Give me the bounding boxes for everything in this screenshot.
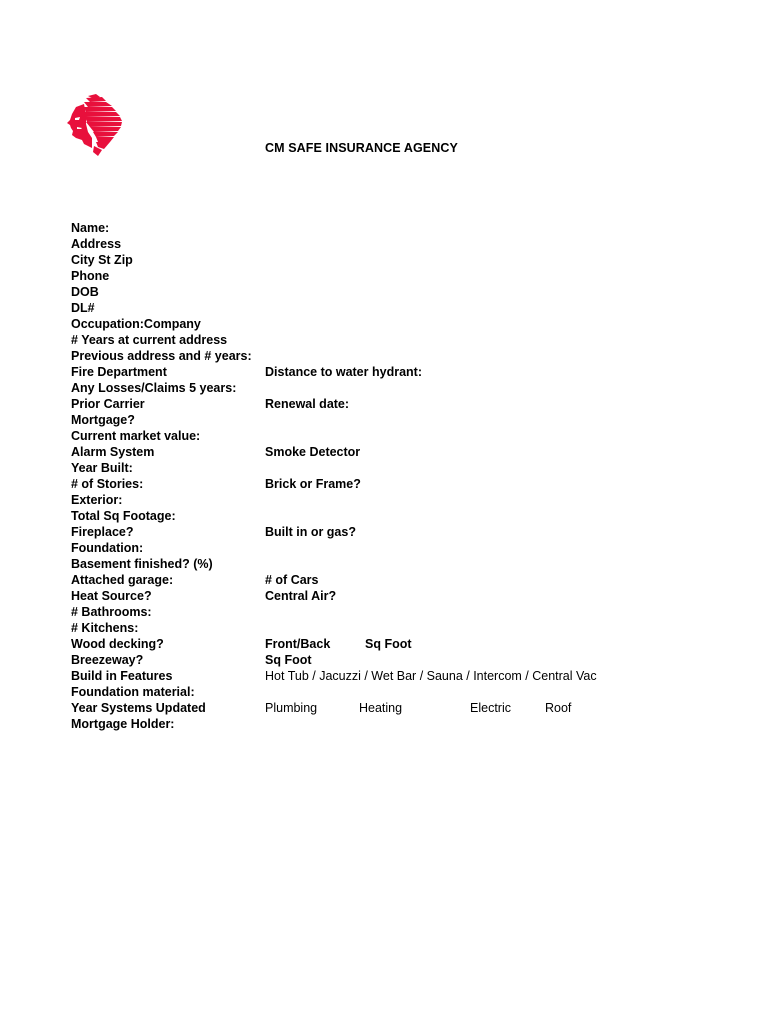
label-address: Address bbox=[71, 237, 122, 251]
label-occupation: Occupation:Company bbox=[71, 317, 201, 331]
label-city-st-zip: City St Zip bbox=[71, 253, 133, 267]
label-heat-source: Heat Source? bbox=[71, 589, 152, 603]
label-kitchens: # Kitchens: bbox=[71, 621, 139, 635]
agency-title: CM SAFE INSURANCE AGENCY bbox=[265, 141, 458, 155]
label-losses-claims: Any Losses/Claims 5 years: bbox=[71, 381, 237, 395]
label-system-heating: Heating bbox=[359, 701, 403, 715]
label-foundation: Foundation: bbox=[71, 541, 144, 555]
label-smoke-detector: Smoke Detector bbox=[265, 445, 361, 459]
label-market-value: Current market value: bbox=[71, 429, 201, 443]
label-alarm-system: Alarm System bbox=[71, 445, 155, 459]
label-stories: # of Stories: bbox=[71, 477, 144, 491]
label-fire-department: Fire Department bbox=[71, 365, 167, 379]
label-bathrooms: # Bathrooms: bbox=[71, 605, 152, 619]
label-build-in-features: Build in Features bbox=[71, 669, 173, 683]
label-exterior: Exterior: bbox=[71, 493, 123, 507]
label-basement: Basement finished? (%) bbox=[71, 557, 213, 571]
label-prior-carrier: Prior Carrier bbox=[71, 397, 145, 411]
label-wood-decking: Wood decking? bbox=[71, 637, 164, 651]
label-garage: Attached garage: bbox=[71, 573, 174, 587]
label-features-list: Hot Tub / Jacuzzi / Wet Bar / Sauna / Intercom / Central Vac bbox=[265, 669, 597, 683]
label-system-plumbing: Plumbing bbox=[265, 701, 318, 715]
label-mortgage: Mortgage? bbox=[71, 413, 135, 427]
label-sq-foot-decking: Sq Foot bbox=[365, 637, 412, 651]
agency-logo bbox=[66, 94, 122, 156]
label-years-current-address: # Years at current address bbox=[71, 333, 228, 347]
label-fireplace: Fireplace? bbox=[71, 525, 134, 539]
chief-headdress-icon bbox=[66, 94, 122, 156]
label-dl: DL# bbox=[71, 301, 95, 315]
label-name: Name: bbox=[71, 221, 110, 235]
label-built-in-or-gas: Built in or gas? bbox=[265, 525, 356, 539]
label-dob: DOB bbox=[71, 285, 99, 299]
label-sq-footage: Total Sq Footage: bbox=[71, 509, 176, 523]
label-year-systems-updated: Year Systems Updated bbox=[71, 701, 206, 715]
label-breezeway: Breezeway? bbox=[71, 653, 144, 667]
label-phone: Phone bbox=[71, 269, 110, 283]
label-num-cars: # of Cars bbox=[265, 573, 319, 587]
label-system-roof: Roof bbox=[545, 701, 572, 715]
label-foundation-material: Foundation material: bbox=[71, 685, 195, 699]
label-water-hydrant: Distance to water hydrant: bbox=[265, 365, 422, 379]
label-central-air: Central Air? bbox=[265, 589, 337, 603]
label-year-built: Year Built: bbox=[71, 461, 133, 475]
label-sq-foot-breezeway: Sq Foot bbox=[265, 653, 312, 667]
label-mortgage-holder: Mortgage Holder: bbox=[71, 717, 175, 731]
label-system-electric: Electric bbox=[470, 701, 511, 715]
label-brick-or-frame: Brick or Frame? bbox=[265, 477, 361, 491]
label-front-back: Front/Back bbox=[265, 637, 331, 651]
label-renewal-date: Renewal date: bbox=[265, 397, 350, 411]
label-previous-address: Previous address and # years: bbox=[71, 349, 252, 363]
